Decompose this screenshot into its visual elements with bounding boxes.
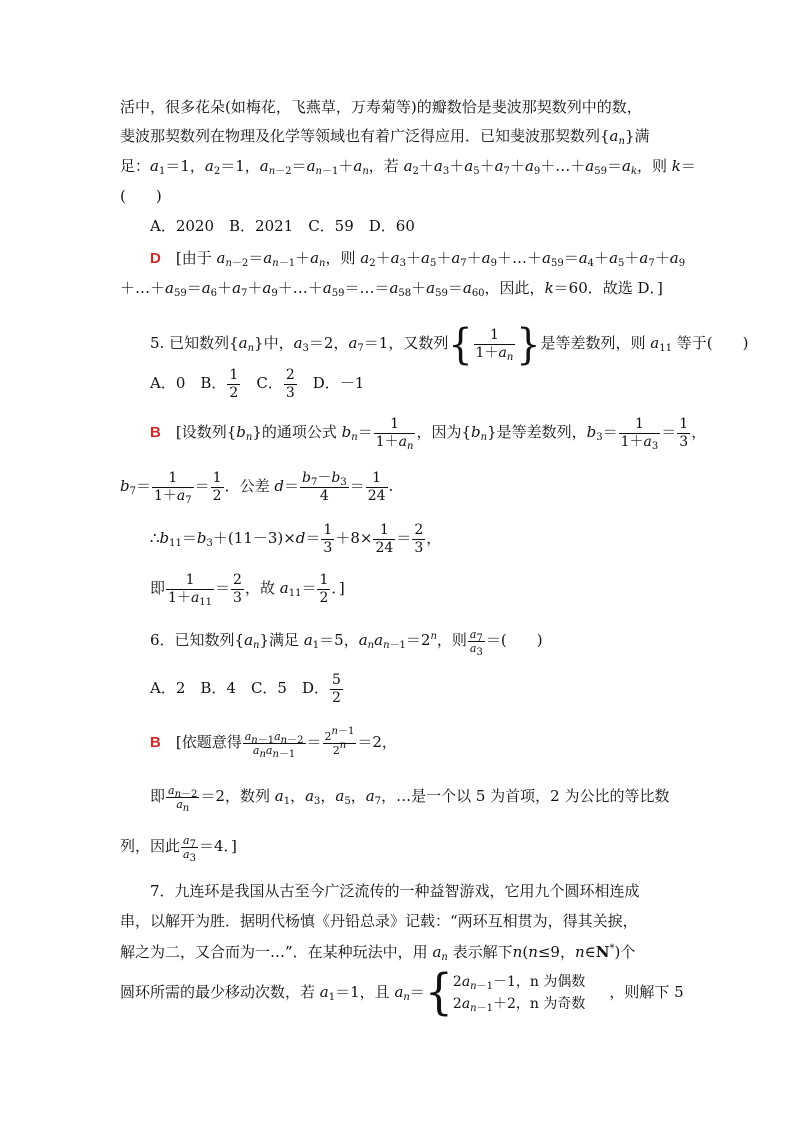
options-line: A．0 B． $\frac{1}{2}$ C． $\frac{2}{3}$ D．－1 bbox=[150, 366, 365, 401]
options-line: A．2 B．4 C．5 D． $\frac{5}{2}$ bbox=[150, 671, 341, 706]
text-line: 活中，很多花朵(如梅花，飞燕草，万寿菊等)的瓣数恰是斐波那契数列中的数， bbox=[120, 98, 642, 116]
solution-line: 列，因此 $\frac{a_7}{a_3}$ ＝4．] bbox=[120, 833, 237, 864]
text-line: ( ) bbox=[120, 187, 162, 205]
question-7-stem: 7．九连环是我国从古至今广泛流传的一种益智游戏，它用九个圆环相连成 bbox=[150, 882, 640, 900]
answer-label: D bbox=[150, 250, 161, 267]
solution-line: $\therefore b_{11}=b_3+(11-3)\times d=$ $\frac{1}{3}$ ＋8× $\frac{1}{24}$ ＝ $\frac{2}{3}$ ， bbox=[150, 521, 442, 556]
solution-line: D [由于 $a_{n-2}=a_{n-1}+a_n$，则 $a_2+a_3+a_5+a_7+a_9+\dots+a_{59}=a_4+a_5+a_7+a_9$ bbox=[150, 249, 686, 269]
solution-line: 即 $\frac{a_{n-2}}{a_n}$ ＝2，数列 $a_1$，$a_3$，$a_5$，$a_7$，…是一个以 5 为首项，2 为公比的等比数 bbox=[150, 783, 670, 814]
solution-line: B [设数列$\{b_n\}$的通项公式 $b_n=$ $\frac{1}{1+a_n}$ ，因为$\{b_n\}$是等差数列，$b_3=$ $\frac{1}{1+a_3}$ ＝ $\frac{1}{3}$ ， bbox=[150, 415, 707, 452]
question-5-stem: 5. 已知数列$\{a_n\}$中，$a_3=2$，$a_7=1$，又数列{ $\frac{1}{1+a_n}$ }是等差数列，则 $a_{11}$ 等于( ) bbox=[150, 319, 749, 369]
solution-line: $b_7=$ $\frac{1}{1+a_7}$ ＝ $\frac{1}{2}$ ．公差 d＝ $\frac{b_7-b_3}{4}$ ＝ $\frac{1}{24}$ . bbox=[120, 469, 394, 506]
answer-label: B bbox=[150, 734, 161, 751]
solution-line: $+\dots+a_{59}=a_6+a_7+a_9+\dots+a_{59}=\dots=a_{58}+a_{59}=a_{60}$，因此，k＝60．故选 D．] bbox=[120, 279, 663, 299]
text-line: 斐波那契数列在物理及化学等领域也有着广泛得应用．已知斐波那契数列$\{a_n\}$满 bbox=[120, 127, 650, 147]
text-line: 串，以解开为胜．据明代杨慎《丹铅总录》记载：“两环互相贯为，得其关捩， bbox=[120, 912, 638, 930]
piecewise-definition: $2a_{n-1}-1$，n 为偶数 $2a_{n-1}+2$，n 为奇数 bbox=[452, 974, 586, 1014]
text-line: 圆环所需的最少移动次数，若 $a_1=1$，且 $a_n=${ $2a_{n-1}-1$，n 为偶数 $2a_{n-1}+2$，n 为奇数 ，则解下 5 bbox=[120, 964, 684, 1021]
options-line: A．2020 B．2021 C．59 D．60 bbox=[150, 217, 415, 235]
text-line: 足：$a_1=1$，$a_2=1$，$a_{n-2}=a_{n-1}+a_n$，若 $a_2+a_3+a_5+a_7+a_9+\dots+a_{59}=a_k$，则 k＝ bbox=[120, 157, 696, 177]
answer-label: B bbox=[150, 424, 161, 441]
text-line: 解之为二，又合而为一…”．在某种玩法中，用 $a_n$ 表示解下n(n≤9，n∈N*)个 bbox=[120, 943, 636, 963]
solution-line: B [依题意得 $\frac{a_{n-1}a_{n-2}}{a_na_{n-1}}$ ＝ $\frac{2^{n-1}}{2^n}$ ＝2， bbox=[150, 725, 397, 760]
solution-line: 即 $\frac{1}{1+a_{11}}$ ＝ $\frac{2}{3}$ ，故 $a_{11}=$ $\frac{1}{2}$ ．] bbox=[150, 571, 345, 608]
question-6-stem: 6．已知数列$\{a_n\}$满足 $a_1=5$，$a_na_{n-1}=2^n$，则 $\frac{a_7}{a_3}$ ＝( ) bbox=[150, 627, 543, 658]
